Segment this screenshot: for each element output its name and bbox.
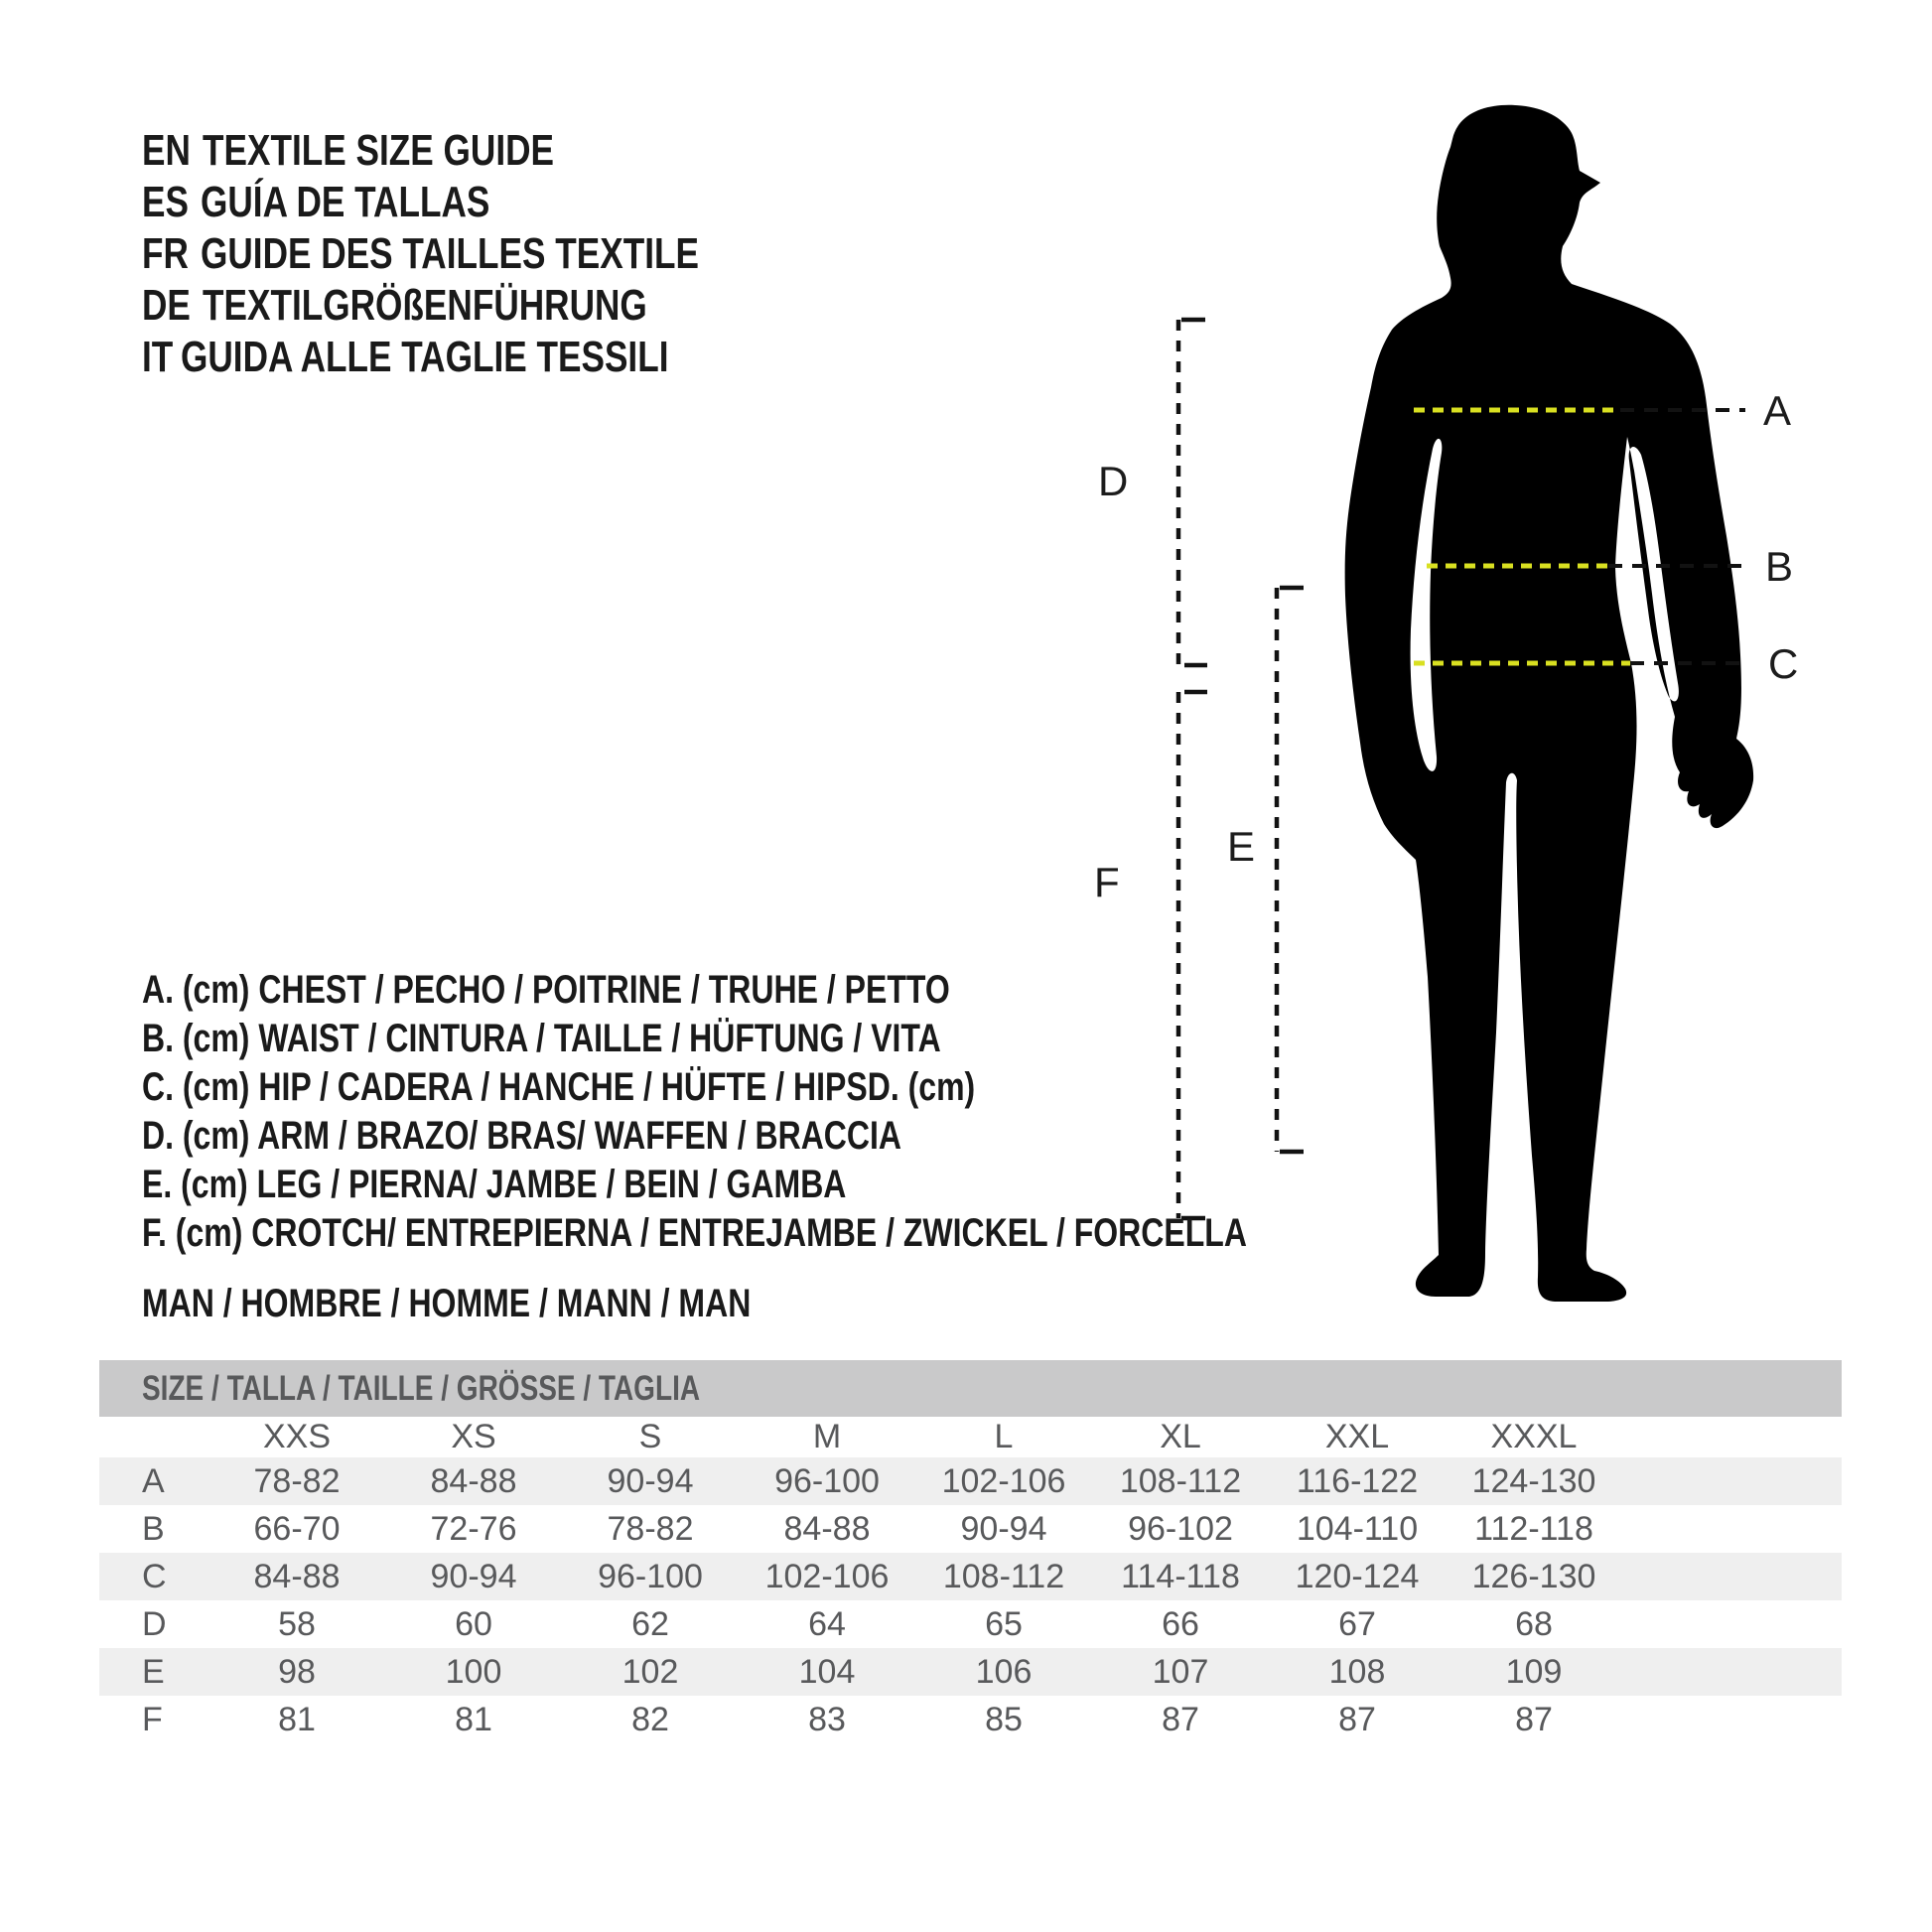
table-row-crotch xyxy=(99,1696,1842,1743)
legend-item-d: D. (cm) ARM / BRAZO/ BRAS/ WAFFEN / BRACCIA xyxy=(142,1114,902,1158)
row-label: B xyxy=(142,1509,165,1548)
table-value: 96-102 xyxy=(1128,1509,1233,1548)
table-value: 85 xyxy=(985,1700,1023,1738)
table-value: 126-130 xyxy=(1471,1557,1596,1595)
table-value: 72-76 xyxy=(430,1509,517,1548)
table-value: 62 xyxy=(631,1604,669,1643)
table-value: 109 xyxy=(1505,1652,1563,1691)
legend-item-e: E. (cm) LEG / PIERNA/ JAMBE / BEIN / GAMBA xyxy=(142,1163,847,1206)
table-value: 98 xyxy=(278,1652,316,1691)
language-title: GUIDA ALLE TAGLIE TESSILI xyxy=(181,333,669,381)
size-table-title: SIZE / TALLA / TAILLE / GRÖSSE / TAGLIA xyxy=(142,1368,701,1408)
table-value: 84-88 xyxy=(430,1461,517,1500)
table-value: 90-94 xyxy=(960,1509,1047,1548)
size-table xyxy=(99,1360,1842,1743)
table-row-leg xyxy=(99,1648,1842,1696)
table-value: 87 xyxy=(1162,1700,1199,1738)
language-row xyxy=(142,332,823,383)
table-value: 87 xyxy=(1515,1700,1553,1738)
table-value: 81 xyxy=(455,1700,492,1738)
size-col-header: XXS xyxy=(262,1418,332,1455)
table-value: 60 xyxy=(455,1604,492,1643)
table-value: 108-112 xyxy=(1119,1461,1242,1500)
label-arm-d: D xyxy=(1098,458,1129,504)
table-value: 102 xyxy=(621,1652,679,1691)
language-code: DE xyxy=(142,281,191,330)
language-code: FR xyxy=(142,229,189,278)
label-hip-c: C xyxy=(1768,640,1799,687)
label-chest-a: A xyxy=(1763,387,1792,434)
table-value: 104-110 xyxy=(1296,1509,1419,1548)
label-crotch-f: F xyxy=(1094,859,1120,905)
table-row-arm xyxy=(99,1600,1842,1648)
table-value: 124-130 xyxy=(1471,1461,1596,1500)
table-value: 78-82 xyxy=(253,1461,341,1500)
legend-item-b: B. (cm) WAIST / CINTURA / TAILLE / HÜFTUNG / VITA xyxy=(142,1017,941,1060)
table-row-chest xyxy=(99,1457,1842,1505)
table-value: 90-94 xyxy=(430,1557,517,1595)
table-value: 82 xyxy=(631,1700,669,1738)
row-label: C xyxy=(142,1557,167,1595)
row-label: F xyxy=(142,1700,163,1738)
size-col-header: L xyxy=(994,1418,1014,1455)
size-col-header: XS xyxy=(451,1418,496,1455)
row-label: A xyxy=(142,1461,165,1500)
table-value: 65 xyxy=(985,1604,1023,1643)
language-row xyxy=(142,125,823,177)
language-row xyxy=(142,228,823,280)
legend-item-a: A. (cm) CHEST / PECHO / POITRINE / TRUHE / PETTO xyxy=(142,968,950,1012)
table-value: 58 xyxy=(278,1604,316,1643)
table-value: 66-70 xyxy=(253,1509,341,1548)
table-value: 106 xyxy=(975,1652,1033,1691)
table-value: 87 xyxy=(1338,1700,1376,1738)
language-title: TEXTILGRÖßENFÜHRUNG xyxy=(203,281,647,330)
measurement-legend xyxy=(142,966,1523,1258)
size-col-header: S xyxy=(638,1418,662,1455)
table-value: 107 xyxy=(1152,1652,1209,1691)
table-value: 102-106 xyxy=(941,1461,1066,1500)
table-value: 96-100 xyxy=(774,1461,880,1500)
table-value: 67 xyxy=(1338,1604,1376,1643)
table-value: 78-82 xyxy=(607,1509,694,1548)
table-value: 120-124 xyxy=(1295,1557,1420,1595)
language-title: TEXTILE SIZE GUIDE xyxy=(203,126,555,175)
language-code: EN xyxy=(142,126,191,175)
table-value: 81 xyxy=(278,1700,316,1738)
language-title: GUÍA DE TALLAS xyxy=(200,178,490,226)
size-table-header-band xyxy=(99,1360,1842,1417)
language-code: ES xyxy=(142,178,189,226)
language-row xyxy=(142,177,823,228)
row-label: E xyxy=(142,1652,165,1691)
label-leg-e: E xyxy=(1227,823,1256,870)
table-value: 66 xyxy=(1162,1604,1199,1643)
language-code: IT xyxy=(142,333,174,381)
label-waist-b: B xyxy=(1765,543,1794,590)
size-col-header: M xyxy=(812,1418,842,1455)
size-col-header: XXL xyxy=(1324,1418,1390,1455)
table-value: 64 xyxy=(808,1604,846,1643)
table-value: 108-112 xyxy=(942,1557,1065,1595)
table-value: 108 xyxy=(1328,1652,1386,1691)
table-value: 96-100 xyxy=(598,1557,703,1595)
table-value: 84-88 xyxy=(253,1557,341,1595)
gender-line: MAN / HOMBRE / HOMME / MANN / MAN xyxy=(142,1282,752,1325)
table-value: 68 xyxy=(1515,1604,1553,1643)
table-value: 90-94 xyxy=(607,1461,694,1500)
table-value: 83 xyxy=(808,1700,846,1738)
size-header-row xyxy=(99,1417,1842,1457)
legend-item-c: C. (cm) HIP / CADERA / HANCHE / HÜFTE / HIPSD. (cm) xyxy=(142,1065,976,1109)
table-value: 84-88 xyxy=(783,1509,871,1548)
table-value: 102-106 xyxy=(764,1557,890,1595)
table-row-hip xyxy=(99,1553,1842,1600)
row-label: D xyxy=(142,1604,167,1643)
size-col-header: XL xyxy=(1160,1418,1201,1455)
table-row-waist xyxy=(99,1505,1842,1553)
table-value: 116-122 xyxy=(1296,1461,1419,1500)
table-value: 104 xyxy=(798,1652,856,1691)
size-col-header: XXXL xyxy=(1490,1418,1578,1455)
language-title-block xyxy=(142,125,823,383)
table-value: 100 xyxy=(445,1652,502,1691)
table-value: 114-118 xyxy=(1121,1557,1240,1595)
legend-item-f: F. (cm) CROTCH/ ENTREPIERNA / ENTREJAMBE / ZWICKEL / FORCELLA xyxy=(142,1211,1247,1255)
table-value: 112-118 xyxy=(1474,1509,1593,1548)
language-title: GUIDE DES TAILLES TEXTILE xyxy=(200,229,699,278)
language-row xyxy=(142,280,823,332)
